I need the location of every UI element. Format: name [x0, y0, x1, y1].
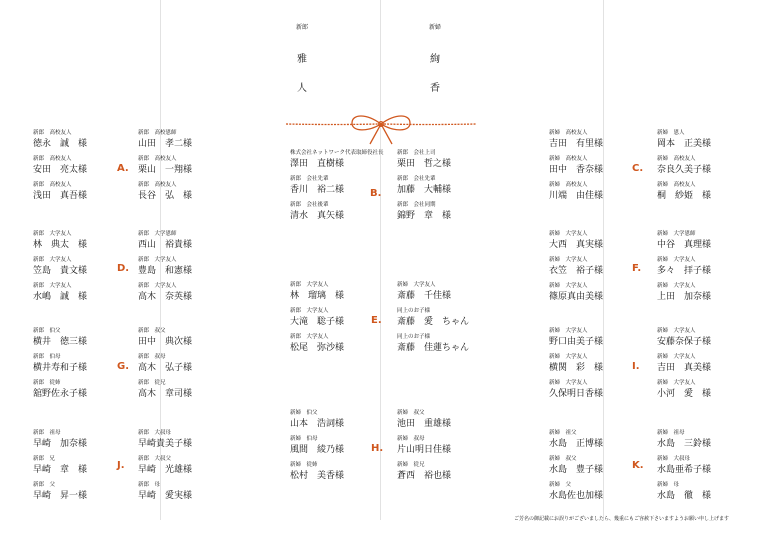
guest-relation: 新婦 叔父	[397, 410, 425, 416]
guest-name: 舘野佐永子様	[33, 389, 88, 399]
guest-relation: 新郎 母	[138, 482, 161, 488]
guest-name: 上田 加奈様	[657, 292, 712, 302]
guest-name: 早崎貴美子様	[138, 439, 193, 449]
guest-name: 長谷 弘 様	[138, 191, 193, 201]
guest-relation: 新郎 従姉	[33, 380, 61, 386]
guest-relation: 新婦 大学友人	[397, 282, 436, 288]
guest-name: 大滝 聡子様	[290, 317, 345, 327]
guest-name: 斎藤 愛 ちゃん	[397, 317, 470, 327]
guest-relation: 新郎 叔母	[138, 354, 166, 360]
guest-name: 早崎 昇一様	[33, 491, 88, 501]
guest-name: 松村 美香様	[290, 471, 345, 481]
guest-name: 斎藤 佳蓮ちゃん	[397, 343, 470, 353]
guest-entry	[397, 280, 497, 300]
guest-name: 高木 奈英様	[138, 292, 193, 302]
table-label: I.	[632, 361, 640, 372]
guest-entry	[138, 180, 238, 200]
guest-name: 水嶋 誠 様	[33, 292, 88, 302]
guest-entry	[33, 154, 133, 174]
guest-entry	[138, 378, 238, 398]
guest-name: 水島 徹 様	[657, 491, 712, 501]
guest-entry	[549, 281, 649, 301]
guest-name: 清水 真矢様	[290, 211, 345, 221]
guest-name: 山田 孝二様	[138, 139, 193, 149]
guest-relation: 新婦 大学友人	[549, 328, 588, 334]
guest-entry	[657, 428, 757, 448]
guest-name: 松尾 弥沙様	[290, 343, 345, 353]
guest-entry	[657, 352, 757, 372]
guest-relation: 新郎 高校友人	[33, 130, 72, 136]
guest-relation: 新婦 高校友人	[549, 156, 588, 162]
guest-name: 栗田 哲之様	[397, 159, 452, 169]
guest-entry	[138, 480, 238, 500]
guest-name: 早崎 加奈様	[33, 439, 88, 449]
guest-entry	[290, 434, 390, 454]
guest-name: 中谷 真理様	[657, 240, 712, 250]
guest-entry	[657, 229, 757, 249]
guest-name: 高木 弘子様	[138, 363, 193, 373]
guest-entry	[33, 378, 133, 398]
guest-name: 安藤奈保子様	[657, 337, 712, 347]
guest-name: 水島佐也加様	[549, 491, 604, 501]
guest-name: 奈良久美子様	[657, 165, 712, 175]
guest-entry	[657, 255, 757, 275]
guest-name: 浅田 真吾様	[33, 191, 88, 201]
table-label: C.	[632, 163, 644, 174]
guest-relation: 新婦 大学友人	[549, 354, 588, 360]
guest-relation: 新郎 会社先輩	[397, 176, 436, 182]
guest-entry	[290, 460, 390, 480]
footer-note: ご芳名の御記載にお誤りがございましたら、幾重にもご容赦下さいますようお願い申し上げます	[514, 516, 730, 522]
guest-entry	[397, 174, 497, 194]
guest-relation: 新郎 父	[33, 482, 56, 488]
groom-name-1: 雅	[297, 54, 307, 65]
guest-relation: 新婦 高校友人	[657, 156, 696, 162]
guest-entry	[138, 326, 238, 346]
guest-name: 横井 徳三様	[33, 337, 88, 347]
guest-relation: 新郎 高校友人	[33, 182, 72, 188]
guest-relation: 新郎 大学友人	[33, 283, 72, 289]
guest-entry	[397, 460, 497, 480]
guest-name: 斎藤 千佳様	[397, 291, 452, 301]
guest-relation: 新郎 会社上司	[397, 150, 436, 156]
guest-name: 田中 香奈様	[549, 165, 604, 175]
guest-name: 香川 裕二様	[290, 185, 345, 195]
guest-relation: 新婦 大学友人	[549, 231, 588, 237]
guest-relation: 新婦 祖母	[657, 430, 685, 436]
guest-name: 早崎 光雄様	[138, 465, 193, 475]
guest-relation: 新婦 恩人	[657, 130, 685, 136]
guest-name: 片山明日佳様	[397, 445, 452, 455]
guest-entry	[397, 332, 497, 352]
guest-entry	[549, 428, 649, 448]
guest-relation: 新郎 叔父	[138, 328, 166, 334]
guest-entry	[549, 229, 649, 249]
guest-relation: 新婦 大学友人	[657, 328, 696, 334]
table-label: B.	[370, 188, 382, 199]
guest-relation: 新郎 会社後輩	[290, 202, 329, 208]
guest-name: 大西 真実様	[549, 240, 604, 250]
guest-entry	[33, 128, 133, 148]
guest-entry	[397, 408, 497, 428]
guest-entry	[657, 180, 757, 200]
guest-relation: 新郎 高校友人	[33, 156, 72, 162]
guest-name: 豊島 和憲様	[138, 266, 193, 276]
guest-entry	[397, 434, 497, 454]
guest-relation: 新婦 祖父	[549, 430, 577, 436]
guest-name: 田中 典次様	[138, 337, 193, 347]
guest-entry	[549, 180, 649, 200]
guest-name: 久保明日香様	[549, 389, 604, 399]
guest-entry	[397, 306, 497, 326]
guest-entry	[138, 352, 238, 372]
guest-name: 吉田 真美様	[657, 363, 712, 373]
guest-entry	[290, 200, 390, 220]
guest-relation: 新婦 高校友人	[657, 182, 696, 188]
guest-name: 水島 三鈴様	[657, 439, 712, 449]
guest-relation: 新婦 母	[657, 482, 680, 488]
guest-entry	[657, 326, 757, 346]
guest-relation: 新郎 高校友人	[138, 156, 177, 162]
guest-entry	[138, 154, 238, 174]
table-label: H.	[371, 443, 384, 454]
guest-relation: 新郎 大学友人	[290, 334, 329, 340]
guest-relation: 新婦 大学友人	[657, 354, 696, 360]
guest-entry	[138, 128, 238, 148]
guest-relation: 新郎 伯母	[33, 354, 61, 360]
guest-name: 横井寿和子様	[33, 363, 88, 373]
guest-relation: 新婦 高校友人	[549, 182, 588, 188]
guest-name: 岡本 正美様	[657, 139, 712, 149]
guest-relation: 新郎 従兄	[138, 380, 166, 386]
guest-entry	[290, 280, 390, 300]
guest-name: 早崎 愛実様	[138, 491, 193, 501]
guest-name: 早崎 章 様	[33, 465, 88, 475]
guest-entry	[138, 229, 238, 249]
guest-name: 西山 裕貴様	[138, 240, 193, 250]
guest-relation: 新郎 大学友人	[290, 282, 329, 288]
guest-entry	[138, 281, 238, 301]
guest-entry	[549, 255, 649, 275]
guest-relation: 新婦 大学友人	[549, 283, 588, 289]
guest-relation: 新婦 高校友人	[549, 130, 588, 136]
guest-relation: 新婦 従姉	[290, 462, 318, 468]
guest-entry	[657, 281, 757, 301]
guest-name: 水島 正博様	[549, 439, 604, 449]
guest-entry	[397, 200, 497, 220]
guest-relation: 新郎 大学友人	[33, 257, 72, 263]
guest-relation: 新婦 叔母	[397, 436, 425, 442]
guest-name: 水島 豊子様	[549, 465, 604, 475]
guest-entry	[138, 428, 238, 448]
table-label: E.	[371, 315, 382, 326]
guest-entry	[397, 148, 497, 168]
table-label: J.	[117, 460, 125, 471]
guest-entry	[549, 454, 649, 474]
guest-name: 笠島 貴文様	[33, 266, 88, 276]
guest-entry	[549, 352, 649, 372]
groom-role: 新郎	[295, 24, 308, 31]
table-label: A.	[117, 163, 129, 174]
guest-entry	[549, 480, 649, 500]
guest-name: 衣笠 裕子様	[549, 266, 604, 276]
guest-name: 横関 彩 様	[549, 363, 604, 373]
guest-entry	[33, 454, 133, 474]
guest-relation: 新郎 大学友人	[33, 231, 72, 237]
guest-entry	[290, 148, 390, 168]
guest-relation: 新郎 大叔父	[138, 456, 172, 462]
guest-name: 桐 紗姫 様	[657, 191, 712, 201]
guest-relation: 新郎 大学恩師	[138, 231, 177, 237]
bride-role: 新婦	[428, 24, 441, 31]
guest-entry	[138, 255, 238, 275]
guest-relation: 新婦 大学友人	[549, 257, 588, 263]
guest-relation: 新婦 大叔母	[657, 456, 691, 462]
guest-name: 多々 拝子様	[657, 266, 712, 276]
guest-relation: 新郎 高校友人	[138, 182, 177, 188]
guest-relation: 株式会社ネットワーク代表取締役社長	[290, 150, 384, 156]
guest-relation: 新婦 叔父	[549, 456, 577, 462]
guest-relation: 新郎 祖母	[33, 430, 61, 436]
guest-entry	[33, 281, 133, 301]
guest-relation: 新郎 大学友人	[138, 283, 177, 289]
table-label: G.	[117, 361, 130, 372]
guest-relation: 新婦 伯父	[290, 410, 318, 416]
guest-entry	[549, 326, 649, 346]
guest-entry	[33, 352, 133, 372]
guest-name: 水島亜希子様	[657, 465, 712, 475]
guest-entry	[33, 255, 133, 275]
table-label: D.	[117, 263, 130, 274]
bride-name-2: 香	[430, 83, 440, 94]
guest-name: 川端 由佳様	[549, 191, 604, 201]
guest-name: 小河 愛 様	[657, 389, 712, 399]
guest-name: 錦野 章 様	[397, 211, 452, 221]
guest-relation: 新婦 父	[549, 482, 572, 488]
guest-entry	[33, 428, 133, 448]
guest-relation: 新婦 大学友人	[549, 380, 588, 386]
guest-relation: 新婦 大学友人	[657, 283, 696, 289]
bride-name-1: 絢	[430, 54, 440, 65]
guest-relation: 新郎 高校恩師	[138, 130, 177, 136]
guest-name: 山本 浩詞様	[290, 419, 345, 429]
guest-relation: 新婦 伯母	[290, 436, 318, 442]
table-label: F.	[632, 263, 642, 274]
guest-relation: 新婦 大学恩師	[657, 231, 696, 237]
guest-name: 風間 綾乃様	[290, 445, 345, 455]
guest-entry	[657, 128, 757, 148]
guest-name: 野口由美子様	[549, 337, 604, 347]
guest-name: 栗山 一翔様	[138, 165, 193, 175]
guest-entry	[549, 378, 649, 398]
guest-entry	[657, 480, 757, 500]
bride	[425, 24, 445, 94]
guest-name: 徳永 誠 様	[33, 139, 88, 149]
guest-name: 加藤 大輔様	[397, 185, 452, 195]
guest-name: 林 瑠璃 様	[290, 291, 345, 301]
guest-relation: 新郎 大叔母	[138, 430, 172, 436]
guest-relation: 新郎 大学友人	[290, 308, 329, 314]
guest-name: 澤田 直樹様	[290, 159, 345, 169]
guest-name: 林 典太 様	[33, 240, 88, 250]
guest-entry	[33, 480, 133, 500]
guest-entry	[290, 332, 390, 352]
table-label: K.	[632, 460, 644, 471]
guest-entry	[290, 408, 390, 428]
guest-relation: 新郎 伯父	[33, 328, 61, 334]
guest-relation: 新郎 会社先輩	[290, 176, 329, 182]
guest-entry	[290, 174, 390, 194]
guest-relation: 新郎 大学友人	[138, 257, 177, 263]
guest-relation: 新郎 兄	[33, 456, 56, 462]
mizuhiki-bow-icon	[286, 112, 476, 148]
guest-name: 高木 章司様	[138, 389, 193, 399]
guest-name: 安田 亮太様	[33, 165, 88, 175]
guest-entry	[138, 454, 238, 474]
guest-name: 篠原真由美様	[549, 292, 604, 302]
guest-entry	[657, 154, 757, 174]
guest-entry	[549, 154, 649, 174]
groom	[292, 24, 312, 94]
guest-entry	[33, 326, 133, 346]
guest-name: 池田 重雄様	[397, 419, 452, 429]
guest-entry	[657, 378, 757, 398]
guest-entry	[657, 454, 757, 474]
guest-entry	[33, 229, 133, 249]
guest-relation: 同上のお子様	[397, 334, 431, 340]
guest-entry	[33, 180, 133, 200]
guest-relation: 新婦 大学友人	[657, 257, 696, 263]
guest-entry	[549, 128, 649, 148]
guest-name: 吉田 有里様	[549, 139, 604, 149]
guest-relation: 新婦 大学友人	[657, 380, 696, 386]
guest-relation: 新婦 従兄	[397, 462, 425, 468]
guest-relation: 同上のお子様	[397, 308, 431, 314]
guest-relation: 新郎 会社同期	[397, 202, 436, 208]
guest-entry	[290, 306, 390, 326]
groom-name-2: 人	[297, 83, 307, 94]
guest-name: 蒼西 裕也様	[397, 471, 452, 481]
